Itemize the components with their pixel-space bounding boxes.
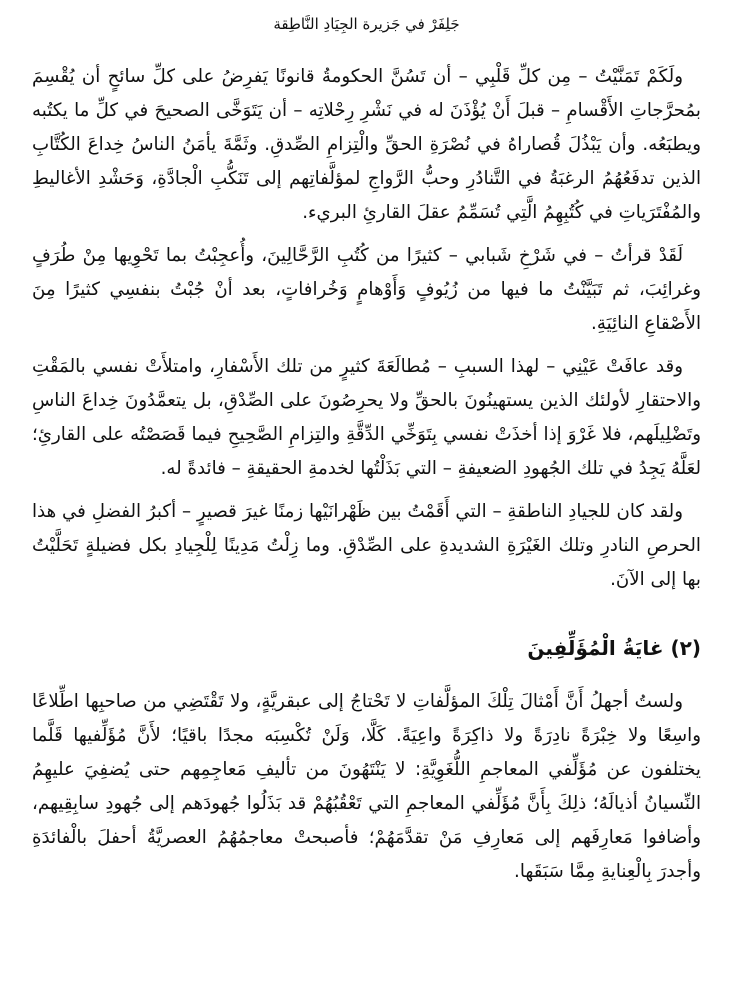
paragraph: ولستُ أجهلُ أَنَّ أَمْثالَ تِلْكَ المؤلَّفاتِ لا تَحْتاجُ إلى عبقريَّةٍ، ولا تَقْتَضِي من صاحبِها اطِّلاعًا واسِعًا ولا خِبْرَةً نادِرَةً ولا ذاكِرَةً واعِيَةً. كَلَّا، وَلَنْ تُكْسِبَه مجدًا باقيًا؛ لأَنَّ مُؤَلِّفيها قَلَّما يختلفون عن مُؤَلِّفي المعاجمِ اللُّغَوِيَّةِ: لا يَنْتَهُونَ من تأليفِ مَعاجِمِهم حتى يُضفِيَ عليهِمُ النِّسيانُ أذيالَهُ؛ ذلِكَ بِأَنَّ مُؤَلِّفي المعاجمِ التي تَعْقُبُهُمْ قد بَذَلُوا جُهودَهم إلى جُهودِ سابِقِيهم، وأضافوا مَعارِفَهم إلى مَعارِفِ مَنْ تقدَّمَهُمْ؛ فأصبحتْ معاجمُهُمُ العصريَّةُ أحفلَ بالْفائدَةِ وأجدرَ بِالْعِنايةِ مِمَّا سَبَقَها.: [32, 691, 701, 882]
paragraph: ولقد كان للجيادِ الناطقةِ – التي أَقَمْتُ بين ظَهْرانَيْها زمنًا غيرَ قصيرٍ – أكبرُ الفضلِ في هذا الحرصِ النادرِ وتلك الغَيْرَةِ الشديدةِ على الصِّدْقِ. وما زِلْتُ مَدِينًا لِلْجِيادِ بكل فضيلةٍ تَحَلَّيْتُ بها إلى الآنَ.: [32, 501, 701, 590]
body-text: [32, 60, 701, 889]
paragraph: وقد عافَتْ عَيْنِي – لهذا السببِ – مُطالَعَةَ كثيرٍ من تلك الأَسْفارِ، وامتلأَتْ نفسي بالمَقْتِ والاحتقارِ لأولئك الذين يستهينُونَ بالحقِّ ولا يحرِصُونَ على الصِّدْقِ، بل يتعمَّدُونَ خِداعَ الناسِ وتَضْلِيلَهم، فلا غَرْوَ إذا أخذَتْ نفسي بِتَوَخِّي الدِّقَّةِ والتِزامِ الصَّحِيحِ فيما قَصَصْتُه على القارئِ؛ لعَلَّهُ يَجِدُ في تلك الجُهودِ الضعيفةِ – التي بَذَلْتُها لخدمةِ الحقيقةِ – فائدةً له.: [32, 356, 701, 479]
running-header: جَلِفَرْ في جَزيرة الجِيَادِ النَّاطِقة: [273, 15, 460, 33]
book-page: [32, 0, 701, 1000]
section-heading: (٢) غايَةُ الْمُؤَلِّفِينَ: [527, 636, 701, 660]
paragraph: ولَكَمْ تَمَنَّيْتُ – مِن كلِّ قَلْبِي – أن تَسُنَّ الحكومةُ قانونًا يَفرِضُ على كلِّ سائحٍ أن يُقْسِمَ بمُحرَّجاتِ الأَقْسامِ – قبلَ أَنْ يُؤْذَنَ له في نَشْرِ رِحْلاتِه – أن يَتَوَخَّى الصحيحَ في كلِّ ما يكتُبه ويطبَعُه. وأن يَبْذُلَ قُصاراهُ في نُصْرَةِ الحقِّ والْتِزامِ الصِّدقِ. وثَمَّةَ يأمَنُ الناسُ خِداعَ الكُتَّابِ الذين تدفَعُهُمُ الرغبَةُ في التَّنادُرِ وحبُّ الرَّواجِ لمؤلَّفاتِهم إلى تَنَكُّبِ الْجادَّةِ، وَحَشْدِ الأغاليطِ والمُفْتَرَياتِ في كُتُبِهِمُ الَّتِي تُسَمِّمُ عقلَ القارئِ البريء.: [32, 66, 701, 223]
paragraph: لَقَدْ قرأتُ – في شَرْخِ شَبابي – كثيرًا من كُتُبِ الرَّحَّالِينَ، وأُعجِبْتُ بما تَحْوِيها مِنْ طُرَفٍ وغرائِبَ، ثم تَبَيَّنْتُ ما فيها من زُيُوفٍ وَأَوْهامٍ وَخُرافاتٍ، بعد أنْ جُبْتُ بنفسِي كثيرًا مِنَ الأَصْقاعِ النائِيَةِ.: [32, 245, 701, 334]
